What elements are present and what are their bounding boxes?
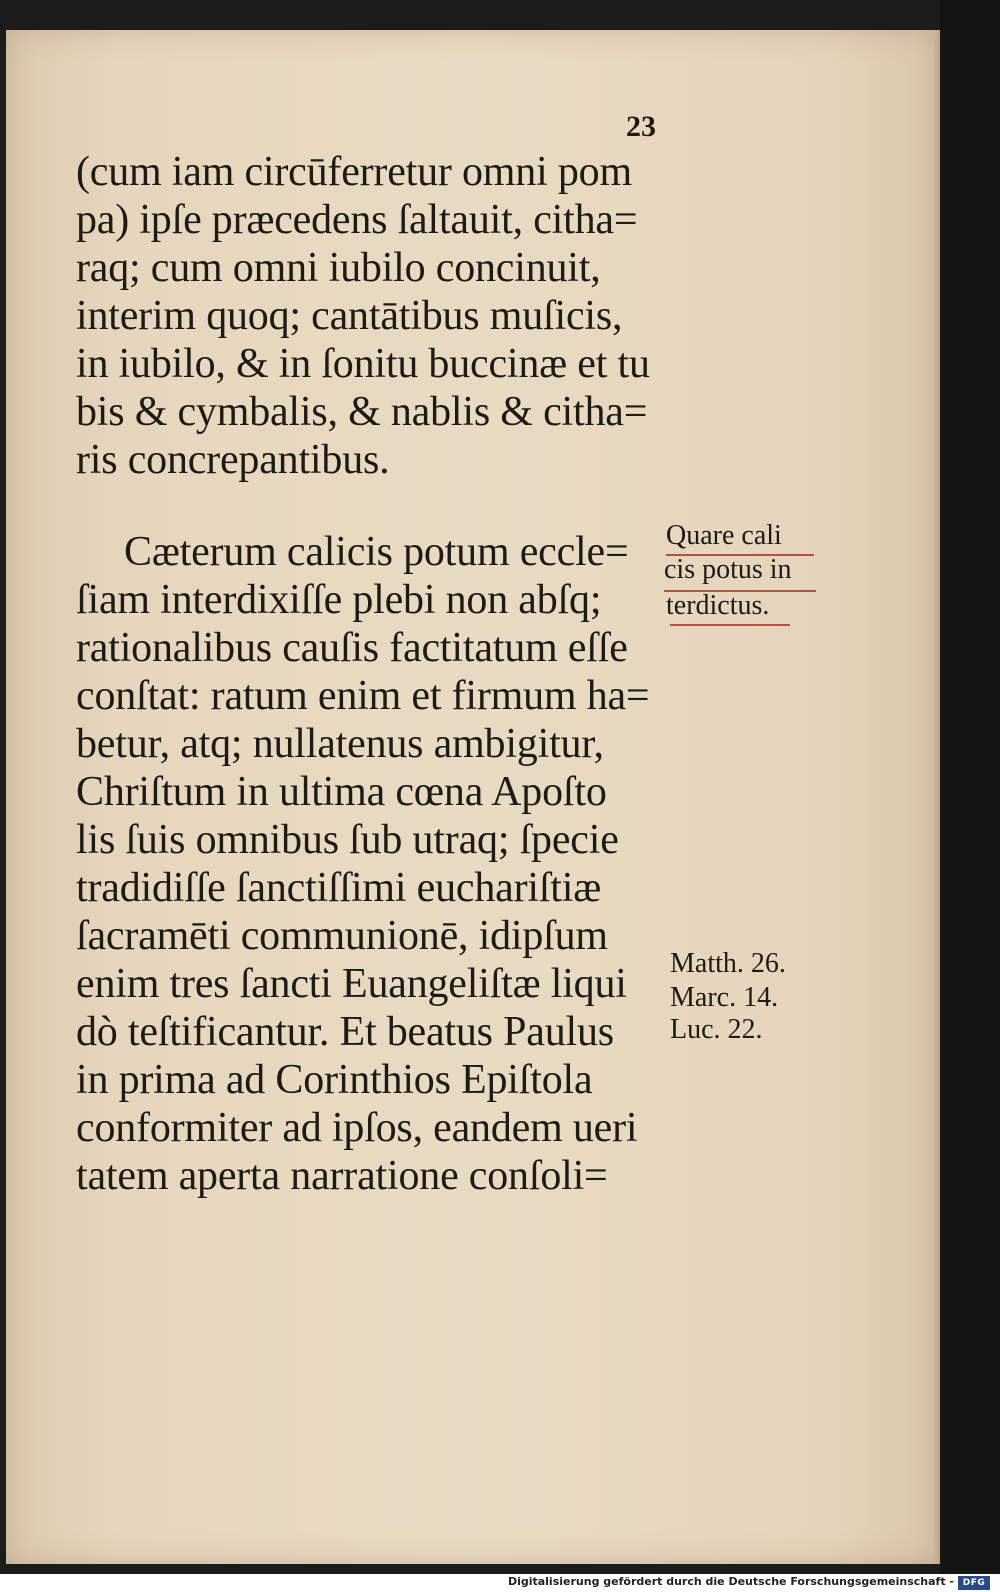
text-line: tatem aperta narratione conſoli= [76, 1153, 608, 1199]
marginal-note-line: cis potus in [664, 554, 792, 585]
text-line: bis & cymbalis, & nablis & citha= [76, 389, 648, 435]
rubric-underline [670, 624, 790, 626]
marginal-note-line: terdictus. [666, 590, 770, 621]
marginal-note-line: Quare cali [666, 520, 782, 551]
text-line: lis ſuis omnibus ſub utraq; ſpecie [76, 817, 619, 863]
page-edge [934, 30, 940, 1564]
marginal-note-line: Marc. 14. [670, 982, 779, 1013]
text-line: conformiter ad ipſos, eandem ueri [76, 1105, 638, 1151]
text-line: interim quoq; cantātibus muſicis, [76, 293, 623, 339]
dfg-logo: DFG [958, 1576, 990, 1590]
footer-bar [0, 1574, 1000, 1592]
marginal-note-line: Luc. 22. [670, 1014, 763, 1045]
text-line: rationalibus cauſis factitatum eſſe [76, 625, 628, 671]
text-line: Chriſtum in ultima cœna Apoſto [76, 769, 607, 815]
scan-border-right [940, 0, 1000, 1574]
text-line: Cæterum calicis potum eccle= [124, 529, 629, 575]
text-line: raq; cum omni iubilo concinuit, [76, 245, 601, 291]
text-line: in prima ad Corinthios Epiſtola [76, 1057, 593, 1103]
text-line: dò teſtificantur. Et beatus Paulus [76, 1009, 614, 1055]
text-line: ris concrepantibus. [76, 437, 390, 483]
funding-credit: Digitalisierung gefördert durch die Deutsche Forschungsgemeinschaft - [507, 1575, 954, 1588]
folio-number: 23 [626, 110, 656, 143]
text-line: enim tres ſancti Euangeliſtæ liqui [76, 961, 627, 1007]
text-line: conſtat: ratum enim et firmum ha= [76, 673, 650, 719]
book-page [6, 30, 940, 1564]
text-line: pa) ipſe præcedens ſaltauit, citha= [76, 197, 638, 243]
text-line: ſiam interdixiſſe plebi non abſq; [76, 577, 602, 623]
text-line: (cum iam circūferretur omni pom [76, 149, 632, 195]
text-line: betur, atq; nullatenus ambigitur, [76, 721, 604, 767]
text-line: in iubilo, & in ſonitu buccinæ et tu [76, 341, 650, 387]
text-line: tradidiſſe ſanctiſſimi euchariſtiæ [76, 865, 602, 911]
marginal-note-line: Matth. 26. [670, 948, 786, 979]
text-line: ſacramēti communionē, idipſum [76, 913, 608, 959]
